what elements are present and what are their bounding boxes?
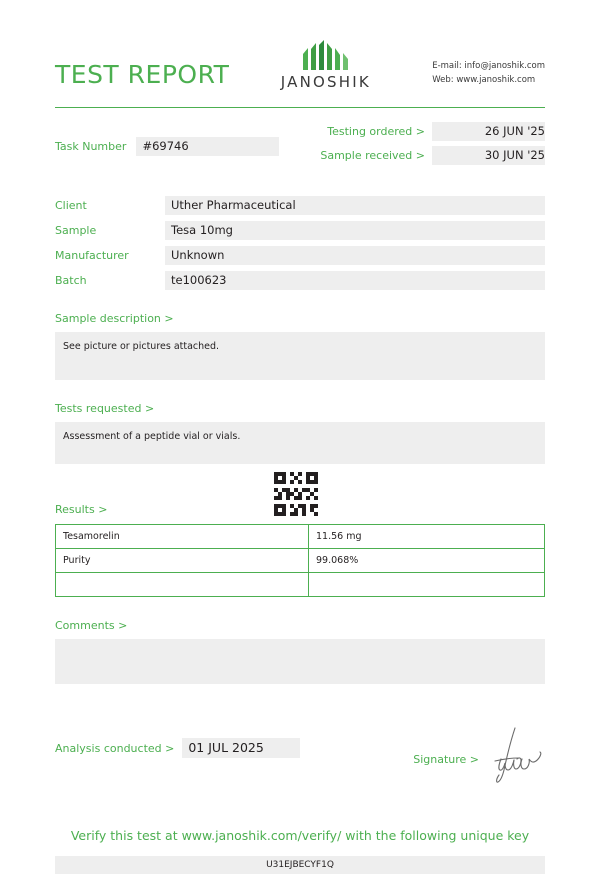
info-row-manufacturer: [55, 246, 545, 265]
analysis-section: [55, 726, 545, 770]
result-name: Tesamorelin: [56, 525, 309, 549]
unique-key-value: U31EJBECYF1Q: [55, 856, 545, 874]
results-table: [55, 524, 545, 597]
logo-mark-icon: [251, 40, 401, 70]
results-header: [55, 482, 545, 516]
tests-requested-text: Assessment of a peptide vial or vials.: [55, 422, 545, 464]
batch-label: Batch: [55, 274, 87, 287]
client-label: Client: [55, 199, 87, 212]
contact-web: Web: www.janoshik.com: [432, 75, 536, 85]
analysis-conducted-date: 01 JUL 2025: [182, 738, 300, 758]
signature-label: Signature >: [413, 753, 479, 766]
verify-text: Verify this test at www.janoshik.com/verify/ with the following unique key: [70, 828, 530, 843]
sample-description-text: See picture or pictures attached.: [55, 332, 545, 380]
contact-info: [432, 59, 545, 91]
analysis-conducted-label: Analysis conducted >: [55, 741, 175, 755]
sample-received-row: [320, 146, 545, 165]
sample-received-label: Sample received >: [320, 149, 425, 162]
table-row: [56, 525, 545, 549]
results-title: Results >: [55, 503, 108, 516]
client-value: Uther Pharmaceutical: [165, 196, 545, 215]
task-section: [55, 122, 545, 170]
task-number-label: Task Number: [55, 139, 127, 153]
info-row-batch: [55, 271, 545, 290]
testing-ordered-label: Testing ordered >: [327, 125, 425, 138]
result-value: [309, 573, 545, 597]
manufacturer-label: Manufacturer: [55, 249, 129, 262]
testing-ordered-value: 26 JUN '25: [432, 122, 545, 141]
manufacturer-value: Unknown: [165, 246, 545, 265]
report-header: [55, 0, 545, 91]
tests-requested-title: Tests requested >: [55, 402, 155, 415]
brand-logo: [251, 40, 401, 91]
result-value: 11.56 mg: [309, 525, 545, 549]
task-number-value: #69746: [136, 137, 279, 156]
table-row: [56, 573, 545, 597]
batch-value: te100623: [165, 271, 545, 290]
comments-text: [55, 639, 545, 684]
sample-value: Tesa 10mg: [165, 221, 545, 240]
result-value: 99.068%: [309, 549, 545, 573]
qr-code-icon: [274, 472, 318, 516]
result-name: [56, 573, 309, 597]
client-info-block: [55, 196, 545, 290]
info-row-client: [55, 196, 545, 215]
info-row-sample: [55, 221, 545, 240]
logo-wordmark: JANOSHIK: [280, 73, 371, 91]
signature-group: [413, 726, 545, 770]
sample-received-value: 30 JUN '25: [432, 146, 545, 165]
header-divider: [55, 107, 545, 108]
page-title: TEST REPORT: [55, 60, 230, 89]
sample-description-title: Sample description >: [55, 312, 174, 325]
testing-ordered-row: [320, 122, 545, 141]
sample-label: Sample: [55, 224, 97, 237]
analysis-conducted-group: [55, 738, 300, 758]
contact-email: E-mail: info@janoshik.com: [432, 61, 545, 71]
task-dates: [320, 122, 545, 170]
signature-image: [485, 726, 545, 784]
result-name: Purity: [56, 549, 309, 573]
table-row: [56, 549, 545, 573]
comments-title: Comments >: [55, 619, 128, 632]
task-number-group: [55, 122, 279, 170]
